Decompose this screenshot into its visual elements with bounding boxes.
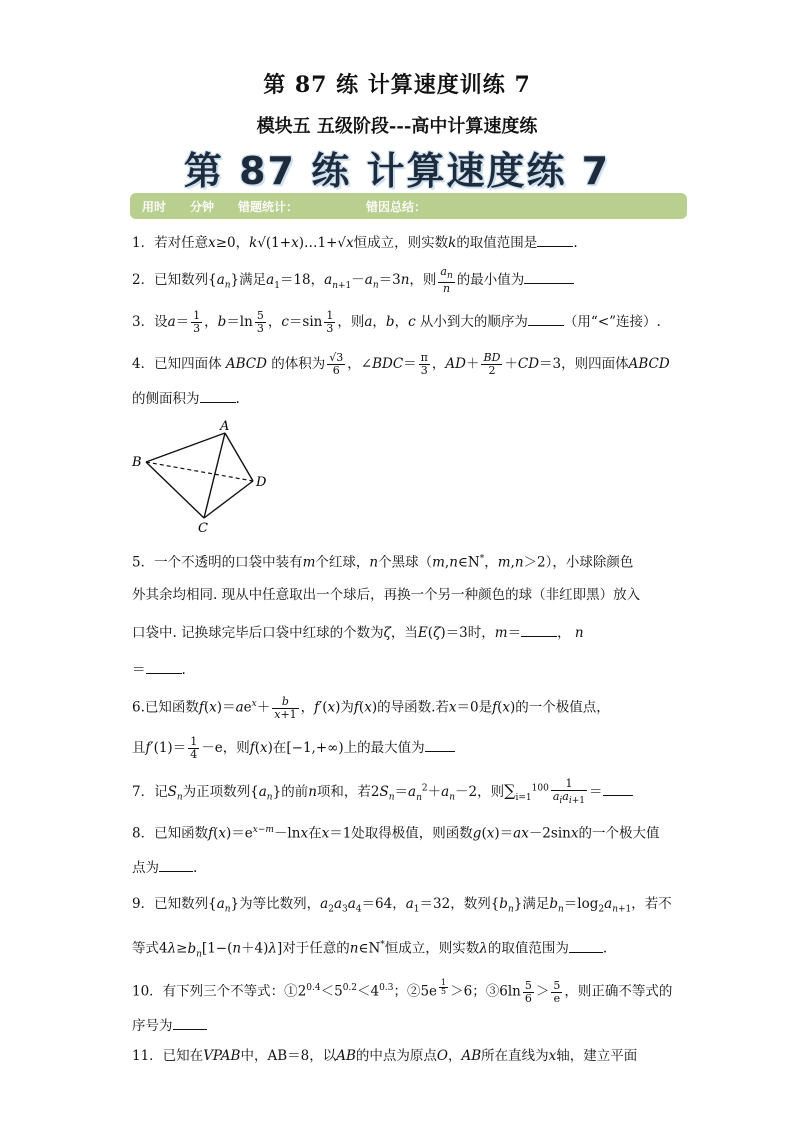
problem-5-line-4: ＝ . [132,659,186,680]
problem-5-line-3: 口袋中. 记换球完毕后口袋中红球的个数为ζ，当E(ζ)＝3时，m＝ ， n [132,622,584,643]
minutes-label: 分钟 [190,200,215,214]
problem-10-line-2: 序号为 [132,1015,207,1036]
vertex-label-d: D [256,475,267,490]
problem-8-line-2: 点为 . [132,857,197,878]
time-label: 用时 [142,200,167,214]
problem-11: 11．已知在VPAB中，AB＝8，以AB的中点为原点O，AB所在直线为x轴，建立平面 [132,1048,638,1064]
problem-1: 1．若对任意x≥0，k√(1+x)…1+√x恒成立，则实数k的取值范围是 . [132,232,578,253]
problem-10: 10．有下列三个不等式：$①2^{0.4}<5^{0.2}<4^{0.3}$；②5e $^{\frac{1}{5}}$ ＞6；③6ln $\frac{5}{6}$ ＞ $\frac{5}{e}$ ，则正确不等式的 [132,978,673,1005]
problem-4-line-2: 的侧面积为 . [132,388,240,409]
problem-5: 5．一个不透明的口袋中装有m个红球，n个黑球（m,n∈N*，m,n＞2），小球除颜色 [132,554,634,571]
vertex-label-b: B [132,455,142,470]
stats-bar [130,193,687,219]
problem-7: 7．记$S_n$为正项数列$\{a_n\}$的前n项和，若$2S_n=a_n^2+a_n-2$，则$\sum_{i=1}^{100}$ $\frac{1}{a_ia_{i+1}}$ ＝ [132,778,633,808]
problem-4: 4．已知四面体 ABCD 的体积为 $\frac{√3}{6}$ ，∠BDC＝ $\frac{\pi}{3}$ ，AD＋ $\frac{BD}{2}$ ＋CD＝3，则四面体ABCD [132,351,670,377]
vertex-label-c: C [198,521,208,536]
errors-label: 错题统计： [238,200,299,214]
reasons-label: 错因总结： [366,200,427,214]
tetrahedron-figure [128,418,278,536]
module-subtitle: 模块五 五级阶段---高中计算速度练 [256,116,538,137]
problem-3: 3．设a＝ $\frac{1}{3}$ ，b＝ln $\frac{5}{3}$ ，c＝sin $\frac{1}{3}$ ，则a，b，c 从小到大的顺序为 （用“<”连接）. [132,309,661,335]
page-title: 第 87 练 计算速度训练 7 [263,72,531,98]
problem-5-line-2: 外其余均相同. 现从中任意取出一个球后，再换一个另一种颜色的球（非红即黑）放入 [132,587,641,603]
problem-9-line-2: 等式$4\lambda\ge b_n[1-(n+4)\lambda]$对于任意的n∈N*恒成立，则实数λ的取值范围为 . [132,935,607,964]
banner-title: 第 87 练 计算速度练 7 [183,149,611,193]
problem-8: 8．已知函数$f(x)=e^{x-m}-\ln x$在x＝1处取得极值，则函数g(x)＝ax－2sinx的一个极大值 [132,825,660,842]
vertex-label-a: A [220,419,230,434]
problem-6-line-2: 且f′(1)＝ $\frac{1}{4}$ －e，则f(x)在[−1,+∞)上的最大值为 [132,736,455,761]
problem-9: 9．已知数列$\{a_n\}$为等比数列，$a_2a_3a_4=64$，$a_1=32$，数列$\{b_n\}$满足$b_n=\log_2a_{n+1}$，若不 [132,896,672,915]
problem-6: 6.已知函数$f(x)=ae^x+$ $\frac{b}{x+1}$ ，f′(x)为f(x)的导函数.若x＝0是f(x)的一个极值点， [132,694,610,721]
problem-2: 2．已知数列$\{a_n\}$满足$a_1=18$，$a_{n+1}-a_n=3n$，则 $\frac{a_n}{n}$ 的最小值为 [132,266,574,296]
